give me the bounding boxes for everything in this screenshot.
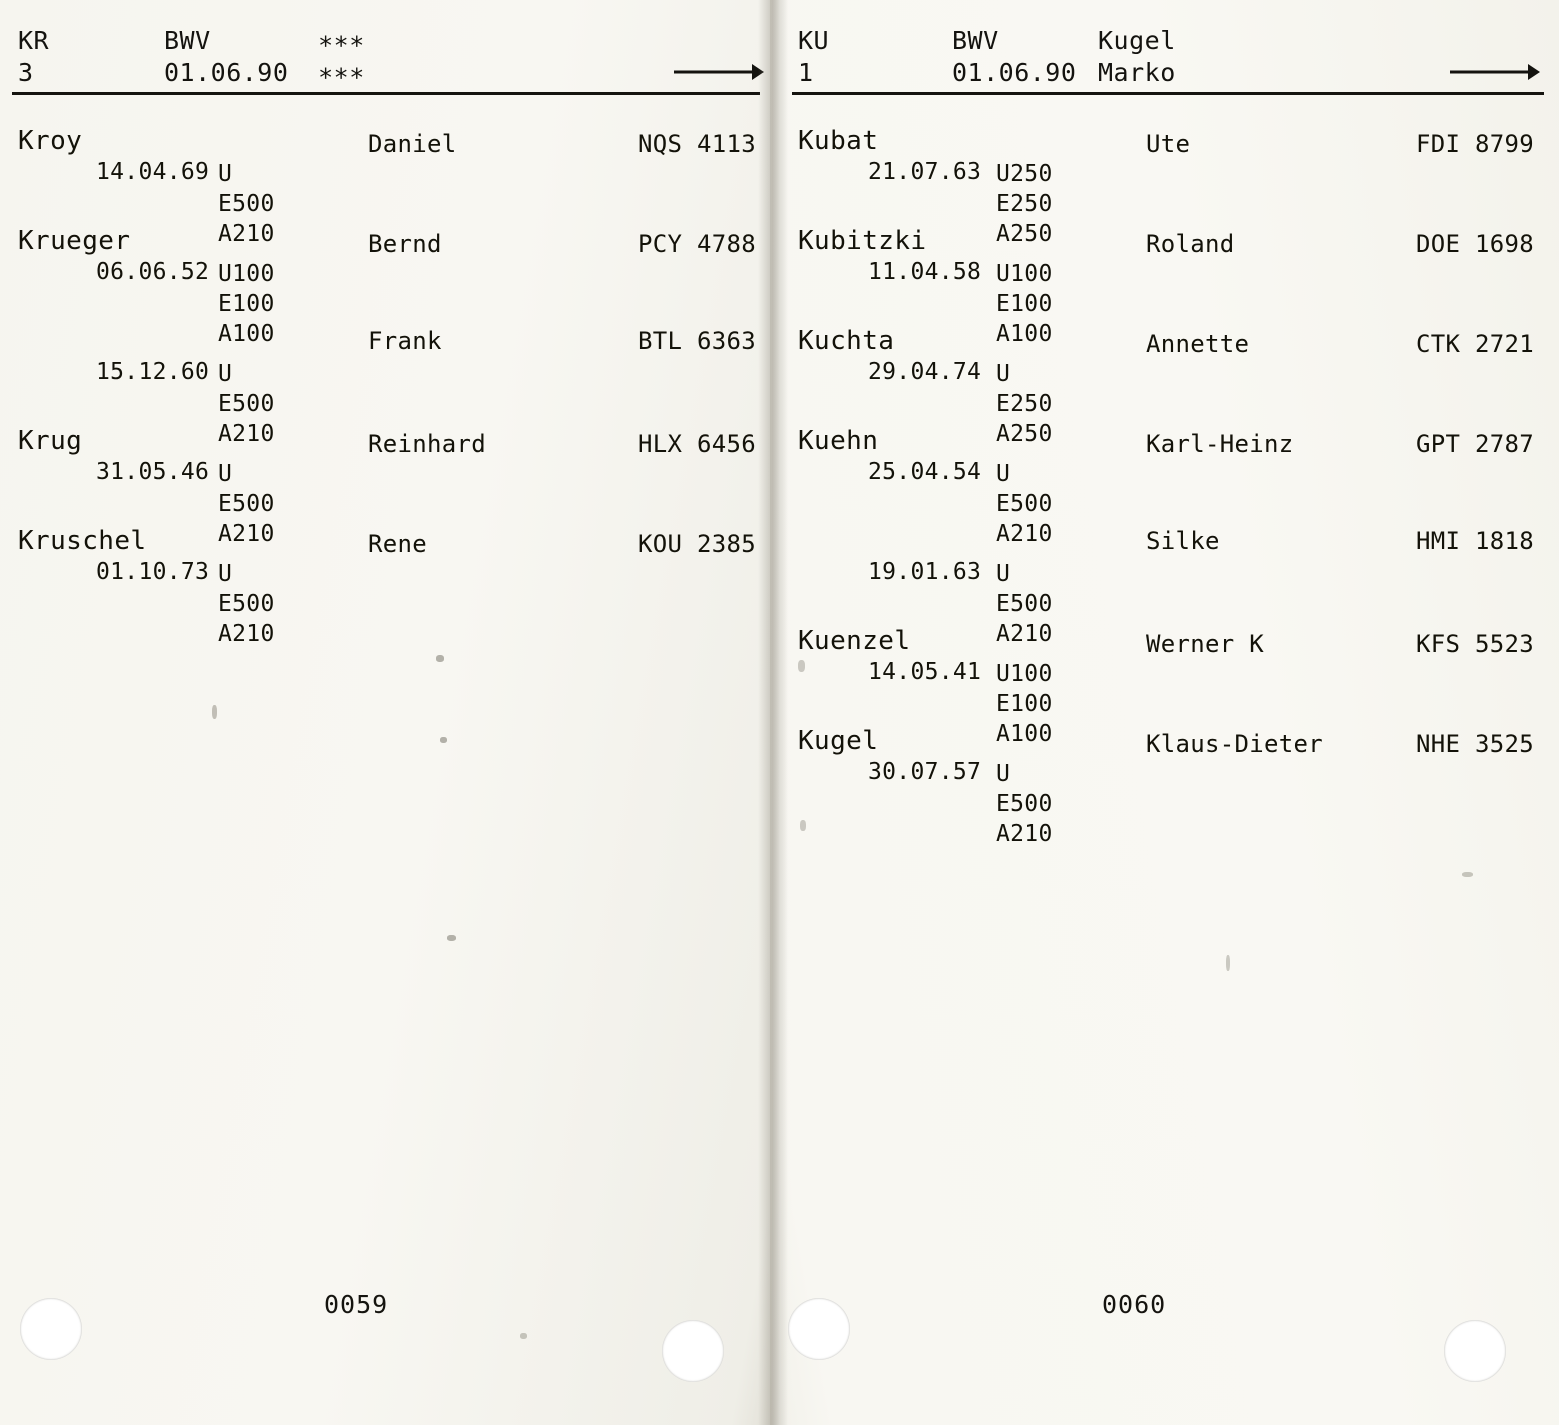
entry-code-2: E500 xyxy=(218,491,275,517)
entry-given-name: Daniel xyxy=(368,130,457,158)
entry-code-3: A210 xyxy=(218,521,275,547)
entry-dob: 15.12.60 xyxy=(96,359,210,385)
entry-dob: 29.04.74 xyxy=(868,359,982,385)
header-marker-top-right: Kugel xyxy=(1098,26,1176,55)
entry-code-3: A210 xyxy=(218,421,275,447)
header-date-left: 01.06.90 xyxy=(164,58,289,87)
entry-reference: BTL 6363 xyxy=(638,327,756,355)
entry-dob: 14.05.41 xyxy=(868,659,982,685)
entry-code-1: U250 xyxy=(996,161,1053,187)
entry-surname: Kuchta xyxy=(798,326,895,356)
entry-surname: Kugel xyxy=(798,726,879,756)
entry-code-1: U xyxy=(996,461,1011,487)
entry-list-right xyxy=(772,126,1559,847)
entry-reference: PCY 4788 xyxy=(638,230,756,258)
entry-code-1: U xyxy=(218,361,233,387)
entry-reference: NHE 3525 xyxy=(1416,730,1534,758)
scan-speck xyxy=(212,705,217,719)
entry-given-name: Silke xyxy=(1146,527,1220,555)
entry-surname: Kruschel xyxy=(18,526,147,556)
entry-code-2: E500 xyxy=(218,591,275,617)
entry-surname: Kubat xyxy=(798,126,879,156)
scan-speck xyxy=(1226,955,1230,971)
entry-reference: GPT 2787 xyxy=(1416,430,1534,458)
entry-reference: DOE 1698 xyxy=(1416,230,1534,258)
entry-given-name: Werner K xyxy=(1146,630,1264,658)
entry-dob: 14.04.69 xyxy=(96,159,210,185)
entry-surname: Krueger xyxy=(18,226,131,256)
entry-dob: 21.07.63 xyxy=(868,159,982,185)
folio-number-left: 0059 xyxy=(324,1290,389,1319)
entry-code-3: A210 xyxy=(996,821,1053,847)
entry-given-name: Reinhard xyxy=(368,430,486,458)
header-line-no-right: 1 xyxy=(798,58,814,87)
entry-given-name: Annette xyxy=(1146,330,1250,358)
entry-given-name: Karl-Heinz xyxy=(1146,430,1294,458)
entry-dob: 19.01.63 xyxy=(868,559,982,585)
entry-given-name: Frank xyxy=(368,327,442,355)
page-edge-shadow xyxy=(772,0,788,1425)
entry-code-3: A100 xyxy=(218,321,275,347)
entry-code-2: E500 xyxy=(996,591,1053,617)
ledger-page-left xyxy=(0,0,772,1425)
header-line-no-left: 3 xyxy=(18,58,34,87)
entry-given-name: Ute xyxy=(1146,130,1191,158)
entry-reference: CTK 2721 xyxy=(1416,330,1534,358)
entry-code-1: U xyxy=(218,461,233,487)
entry-code-3: A210 xyxy=(218,221,275,247)
entry-given-name: Klaus-Dieter xyxy=(1146,730,1323,758)
entry-code-2: E250 xyxy=(996,191,1053,217)
page-sheet-left xyxy=(0,0,772,1425)
entry-surname: Krug xyxy=(18,426,83,456)
entry-dob: 30.07.57 xyxy=(868,759,982,785)
entry-code-3: A210 xyxy=(218,621,275,647)
scan-speck xyxy=(1462,872,1473,877)
entry-code-1: U100 xyxy=(996,661,1053,687)
entry-code-3: A100 xyxy=(996,721,1053,747)
punch-hole xyxy=(1444,1320,1506,1382)
entry-code-3: A210 xyxy=(996,521,1053,547)
punch-hole xyxy=(20,1298,82,1360)
entry-code-2: E100 xyxy=(996,691,1053,717)
entry-reference: HLX 6456 xyxy=(638,430,756,458)
entry-code-1: U xyxy=(218,561,233,587)
header-org-right: BWV xyxy=(952,26,999,55)
entry-list-left xyxy=(0,126,772,647)
ledger-entry xyxy=(0,526,772,647)
ledger-page-right xyxy=(772,0,1559,1425)
folio-number-right: 0060 xyxy=(1102,1290,1167,1319)
entry-code-1: U100 xyxy=(218,261,275,287)
entry-code-3: A250 xyxy=(996,221,1053,247)
entry-given-name: Rene xyxy=(368,530,427,558)
header-org-left: BWV xyxy=(164,26,211,55)
entry-surname: Kroy xyxy=(18,126,83,156)
entry-code-3: A210 xyxy=(996,621,1053,647)
entry-code-1: U xyxy=(996,561,1011,587)
header-code-left: KR xyxy=(18,26,50,55)
entry-dob: 31.05.46 xyxy=(96,459,210,485)
entry-reference: FDI 8799 xyxy=(1416,130,1534,158)
entry-code-2: E100 xyxy=(996,291,1053,317)
arrow-icon-left xyxy=(672,58,764,84)
entry-code-2: E100 xyxy=(218,291,275,317)
scan-speck xyxy=(520,1333,527,1339)
header-rule-left xyxy=(12,92,760,95)
entry-surname: Kuehn xyxy=(798,426,879,456)
page-edge-shadow xyxy=(758,0,772,1425)
entry-code-2: E250 xyxy=(996,391,1053,417)
entry-code-3: A250 xyxy=(996,421,1053,447)
entry-surname: Kuenzel xyxy=(798,626,911,656)
scan-speck xyxy=(798,660,805,672)
entry-code-2: E500 xyxy=(996,791,1053,817)
header-marker-bottom-right: Marko xyxy=(1098,58,1176,87)
header-code-right: KU xyxy=(798,26,830,55)
entry-dob: 06.06.52 xyxy=(96,259,210,285)
entry-code-2: E500 xyxy=(218,191,275,217)
entry-code-3: A100 xyxy=(996,321,1053,347)
entry-code-1: U100 xyxy=(996,261,1053,287)
entry-code-1: U xyxy=(996,361,1011,387)
header-marker-bottom-left: ∗∗∗ xyxy=(318,58,365,87)
entry-dob: 11.04.58 xyxy=(868,259,982,285)
entry-surname: Kubitzki xyxy=(798,226,927,256)
entry-code-1: U xyxy=(996,761,1011,787)
scan-speck xyxy=(440,737,447,743)
scan-speck xyxy=(436,655,444,662)
entry-given-name: Bernd xyxy=(368,230,442,258)
entry-given-name: Roland xyxy=(1146,230,1235,258)
header-marker-top-left: ∗∗∗ xyxy=(318,26,365,55)
ledger-entry xyxy=(772,726,1559,847)
scan-speck xyxy=(800,820,806,831)
header-date-right: 01.06.90 xyxy=(952,58,1077,87)
punch-hole xyxy=(788,1298,850,1360)
arrow-icon-right xyxy=(1448,58,1540,84)
entry-dob: 01.10.73 xyxy=(96,559,210,585)
entry-reference: NQS 4113 xyxy=(638,130,756,158)
entry-reference: KOU 2385 xyxy=(638,530,756,558)
entry-code-1: U xyxy=(218,161,233,187)
header-rule-right xyxy=(792,92,1544,95)
entry-code-2: E500 xyxy=(996,491,1053,517)
entry-reference: KFS 5523 xyxy=(1416,630,1534,658)
page-sheet-right xyxy=(772,0,1559,1425)
entry-code-2: E500 xyxy=(218,391,275,417)
entry-dob: 25.04.54 xyxy=(868,459,982,485)
punch-hole xyxy=(662,1320,724,1382)
entry-reference: HMI 1818 xyxy=(1416,527,1534,555)
scan-speck xyxy=(447,935,456,941)
